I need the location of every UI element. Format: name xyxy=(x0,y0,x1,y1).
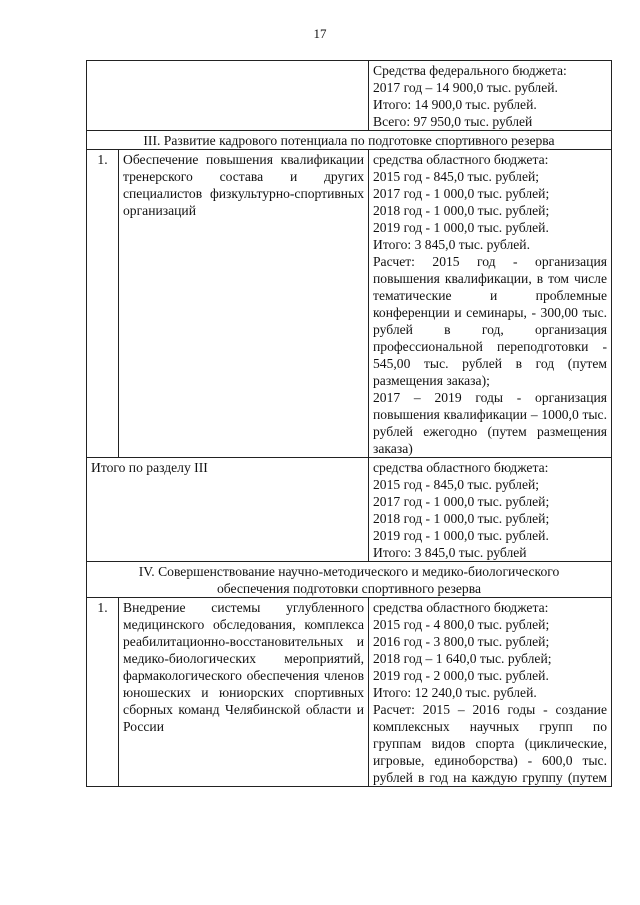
funding-line: 2019 год - 2 000,0 тыс. рублей. xyxy=(373,668,549,683)
section-title-line: IV. Совершенствование научно-методического и медико-биологического xyxy=(138,564,560,579)
table-row-total xyxy=(87,458,612,562)
funding-line: Всего: 97 950,0 тыс. рублей xyxy=(373,114,533,129)
program-table xyxy=(86,60,612,787)
funding-line: 2019 год - 1 000,0 тыс. рублей. xyxy=(373,220,549,235)
funding-line: 2017 год – 14 900,0 тыс. рублей. xyxy=(373,80,558,95)
funding-line: Итого: 12 240,0 тыс. рублей. xyxy=(373,685,537,700)
funding-line: 2017 год - 1 000,0 тыс. рублей; xyxy=(373,494,550,509)
table-row xyxy=(87,598,612,787)
funding-cell xyxy=(369,61,612,131)
funding-line: 2015 год - 845,0 тыс. рублей; xyxy=(373,477,540,492)
section-heading-row xyxy=(87,131,612,150)
row-number: 1. xyxy=(87,598,119,787)
calculation-text: 2017 – 2019 годы - организация повышения квалификации – 1000,0 тыс. рублей ежегодно (путем размещения заказа) xyxy=(373,390,607,456)
section-title-line: обеспечения подготовки спортивного резерва xyxy=(216,581,481,596)
funding-line: 2017 год - 1 000,0 тыс. рублей; xyxy=(373,186,550,201)
funding-line: 2015 год - 4 800,0 тыс. рублей; xyxy=(373,617,550,632)
funding-line: Средства федерального бюджета: xyxy=(373,63,567,78)
funding-line: 2015 год - 845,0 тыс. рублей; xyxy=(373,169,540,184)
funding-line: 2019 год - 1 000,0 тыс. рублей. xyxy=(373,528,549,543)
funding-line: Итого: 14 900,0 тыс. рублей. xyxy=(373,97,537,112)
section-heading-row xyxy=(87,562,612,598)
funding-line: средства областного бюджета: xyxy=(373,152,549,167)
empty-cell xyxy=(87,61,369,131)
funding-line: 2016 год - 3 800,0 тыс. рублей; xyxy=(373,634,550,649)
funding-line: средства областного бюджета: xyxy=(373,460,549,475)
measure-cell: Внедрение системы углубленного медицинского обследования, комплекса реабилитационно-восстановительных и медико-биологических мероприятий, фармакологического обеспечения членов юношеских и юниорских спортивных сборных команд Челябинской области и России xyxy=(119,598,369,787)
measure-cell: Обеспечение повышения квалификации тренерского состава и других специалистов физкультурно-спортивных организаций xyxy=(119,150,369,458)
page-number: 17 xyxy=(313,26,327,41)
funding-line: 2018 год – 1 640,0 тыс. рублей; xyxy=(373,651,552,666)
funding-line: Итого: 3 845,0 тыс. рублей. xyxy=(373,237,530,252)
table-row xyxy=(87,150,612,458)
funding-cell xyxy=(369,598,612,787)
calculation-text: Расчет: 2015 год - организация повышения квалификации, в том числе тематические и проблемные конференции и семинары, - 300,00 тыс. рублей в год, организация профессиональной переподготовки - 545,00 тыс. рублей в год (путем размещения заказа); xyxy=(373,254,607,388)
funding-line: Итого: 3 845,0 тыс. рублей xyxy=(373,545,527,560)
funding-cell xyxy=(369,458,612,562)
funding-line: 2018 год - 1 000,0 тыс. рублей; xyxy=(373,511,550,526)
total-label: Итого по разделу III xyxy=(87,458,369,562)
section-4-title xyxy=(87,562,612,598)
calculation-text: Расчет: 2015 – 2016 годы - создание комплексных научных групп по группам видов спорта (циклические, игровые, единоборства) - 600,0 тыс. рублей в год на каждую группу (путем xyxy=(373,702,607,785)
section-3-title: III. Развитие кадрового потенциала по подготовке спортивного резерва xyxy=(87,131,612,150)
row-number: 1. xyxy=(87,150,119,458)
funding-line: средства областного бюджета: xyxy=(373,600,549,615)
funding-cell xyxy=(369,150,612,458)
funding-line: 2018 год - 1 000,0 тыс. рублей; xyxy=(373,203,550,218)
table-row-federal xyxy=(87,61,612,131)
